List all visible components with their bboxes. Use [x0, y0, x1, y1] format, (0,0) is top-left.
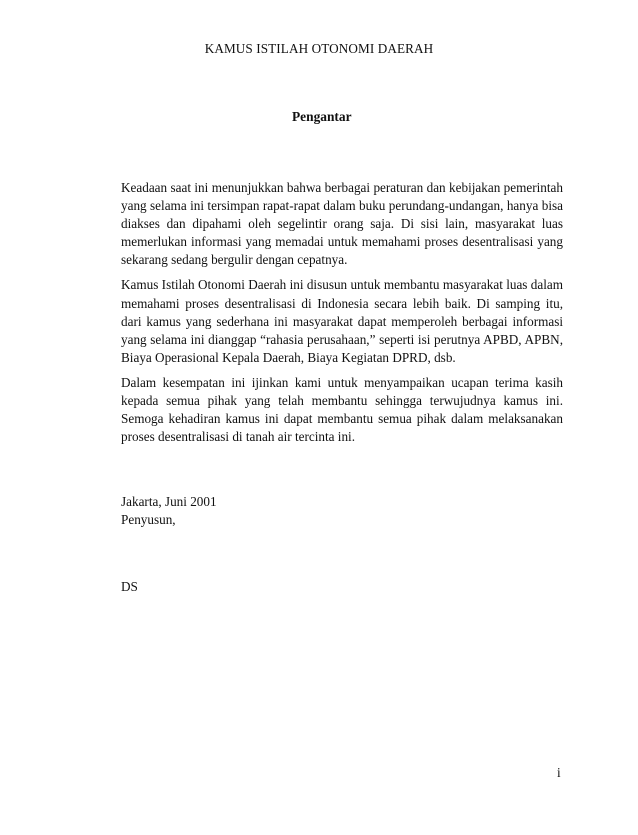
author-label: Penyusun,	[121, 512, 176, 528]
author-initials: DS	[121, 579, 138, 594]
place-date: Jakarta, Juni 2001	[121, 494, 217, 509]
paragraph: Keadaan saat ini menunjukkan bahwa berbagai peraturan dan kebijakan pemerintah yang selama ini tersimpan rapat-rapat dalam buku perundang-undangan, hanya bisa diakses dan dipahami oleh segelintir orang saja. Di sisi lain, masyarakat luas memerlukan informasi yang memadai untuk memahami proses desentralisasi yang sekarang sedang bergulir dengan cepatnya.	[121, 180, 563, 268]
page-title: Pengantar	[292, 109, 352, 124]
paragraph: Kamus Istilah Otonomi Daerah ini disusun untuk membantu masyarakat luas dalam memahami proses desentralisasi di Indonesia secara lebih baik. Di samping itu, dari kamus yang sederhana ini masyarakat dapat memperoleh berbagai informasi yang selama ini dianggap “rahasia perusahaan,” seperti isi perutnya APBD, APBN, Biaya Operasional Kepala Daerah, Biaya Kegiatan DPRD, dsb.	[121, 277, 563, 365]
paragraph: Dalam kesempatan ini ijinkan kami untuk menyampaikan ucapan terima kasih kepada semua pihak yang telah membantu sehingga terwujudnya kamus ini. Semoga kehadiran kamus ini dapat membantu semua pihak dalam melaksanakan proses desentralisasi di tanah air tercinta ini.	[121, 374, 563, 445]
signoff	[121, 493, 217, 529]
body-text	[121, 179, 563, 453]
page-number: i	[557, 765, 561, 780]
running-header: KAMUS ISTILAH OTONOMI DAERAH	[204, 41, 434, 56]
